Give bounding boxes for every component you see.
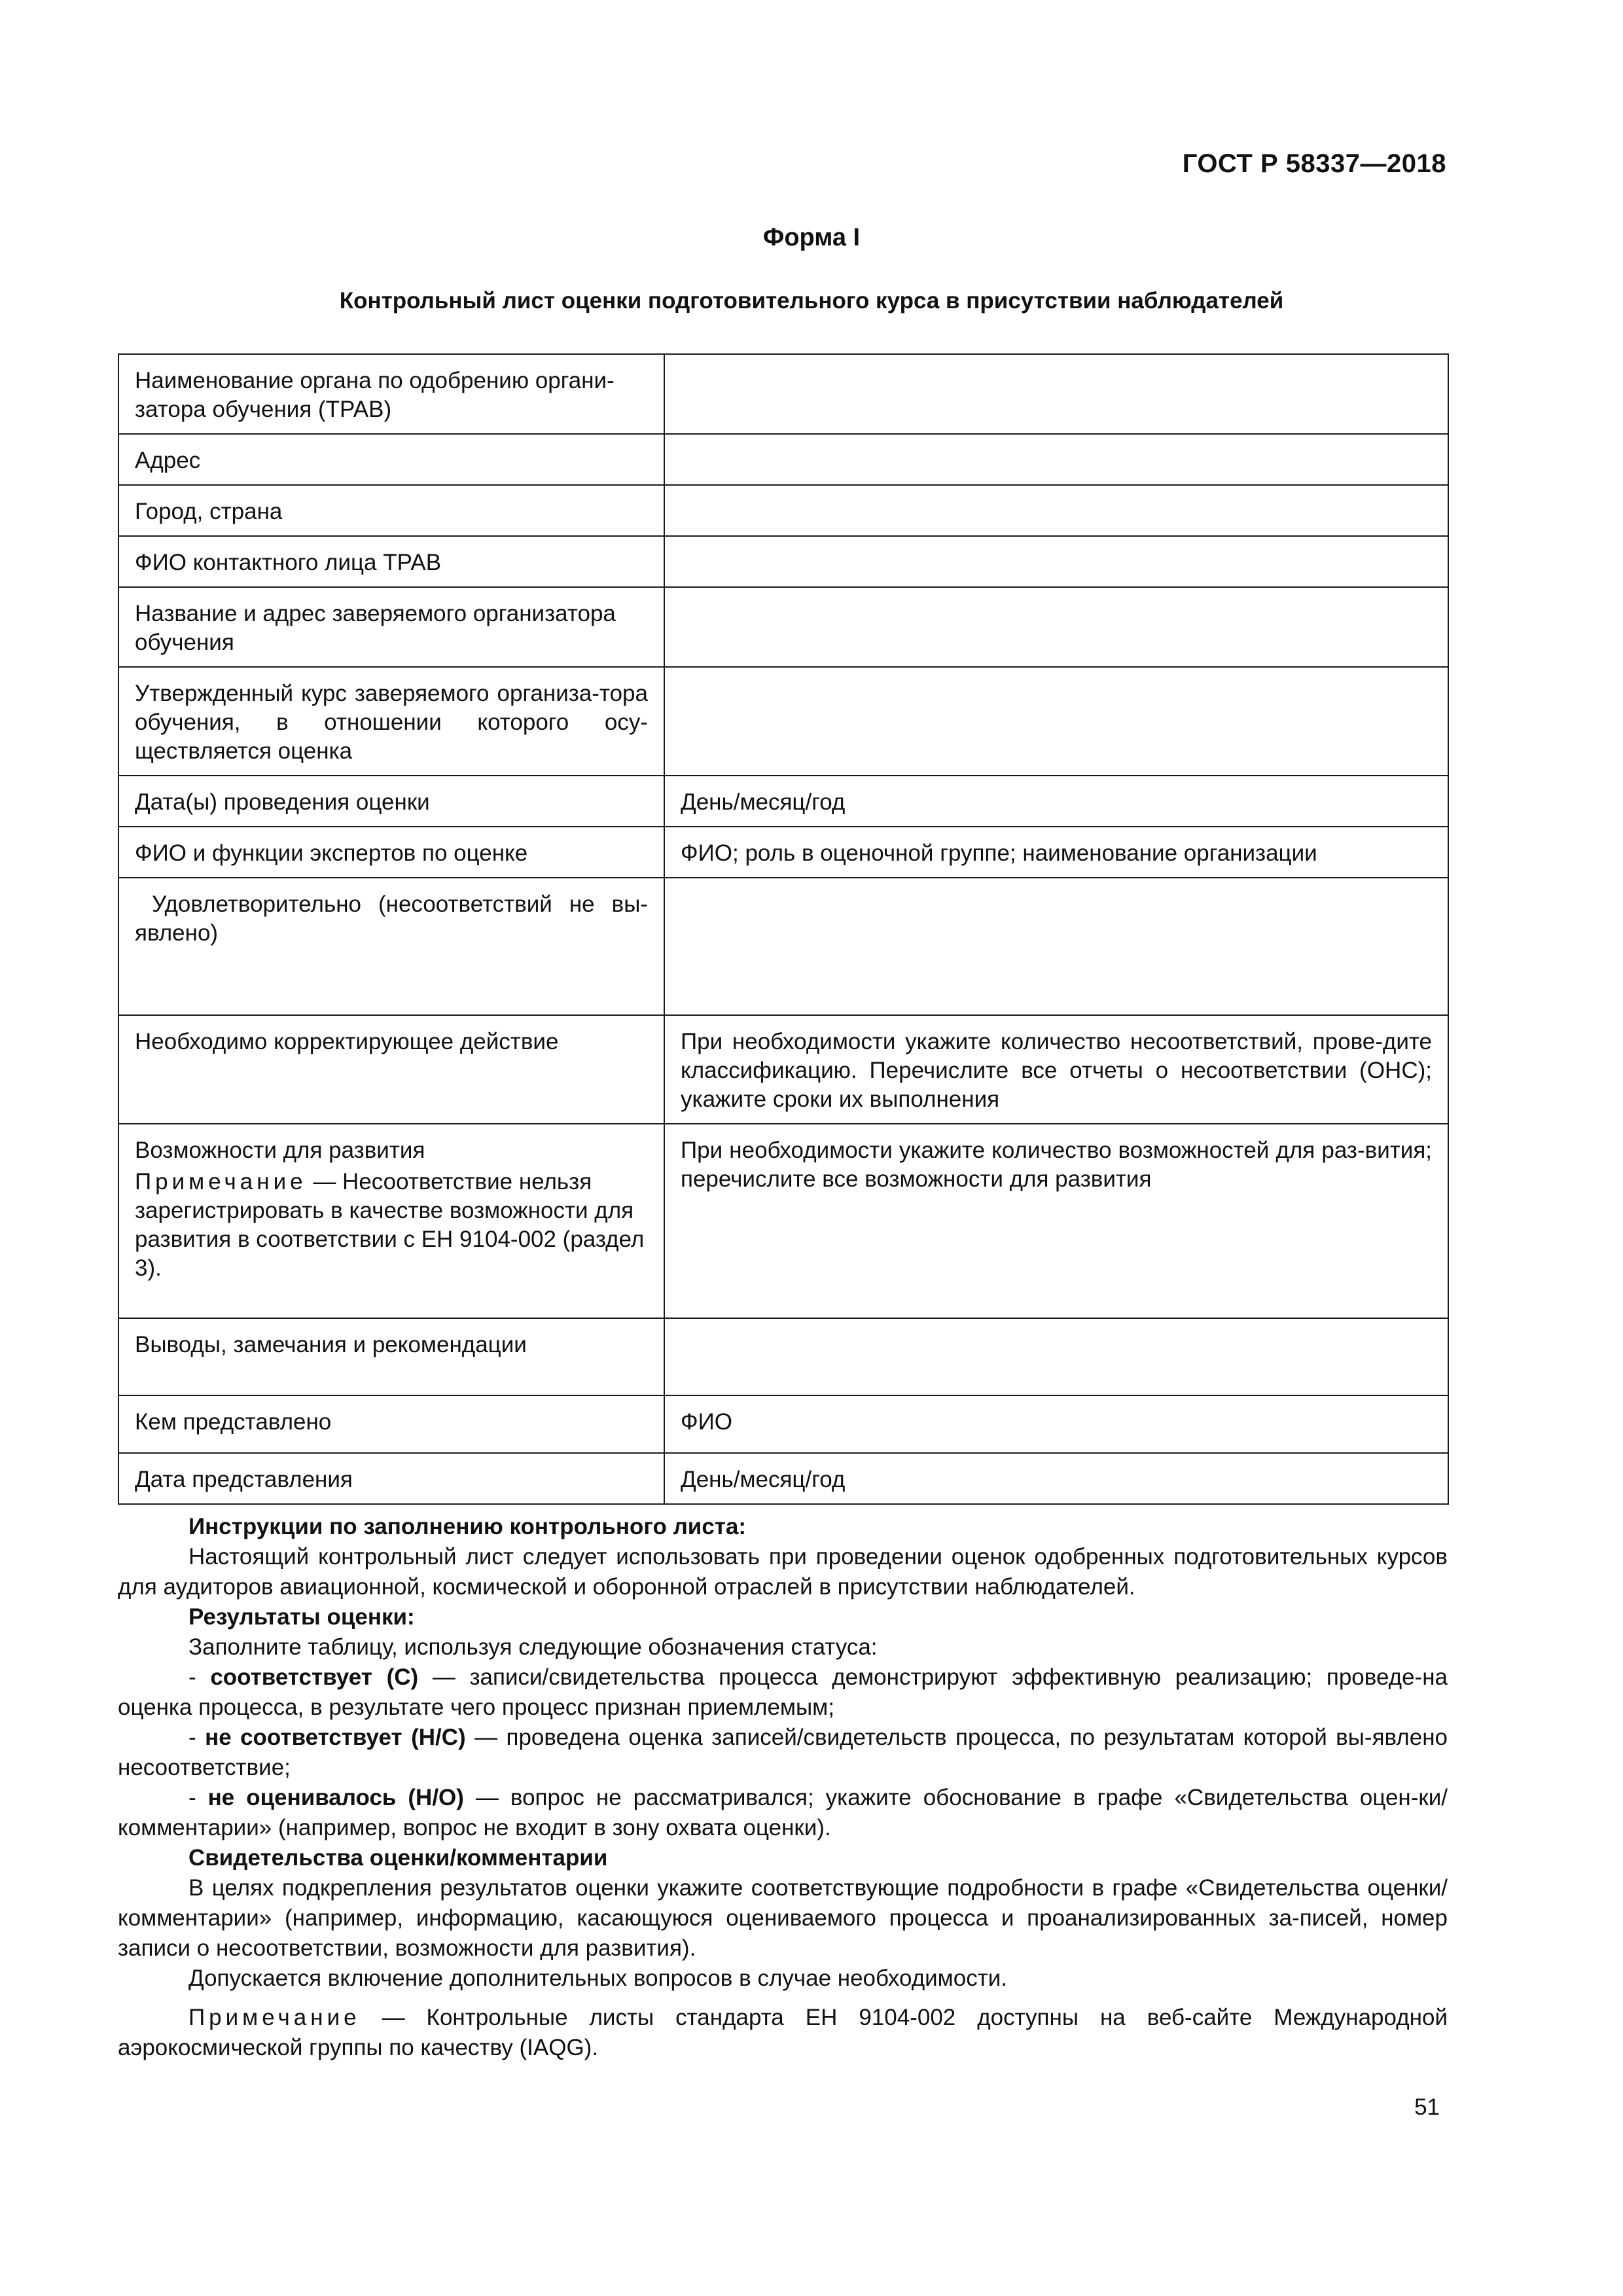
row-label: Возможности для развития [135,1138,425,1163]
table-row [118,354,1448,434]
instructions-intro: Настоящий контрольный лист следует использовать при проведении оценок одобренных подготовительных курсов для аудиторов авиационной, космической и оборонной отраслей в присутствии наблюдателей. [118,1544,1448,1600]
row-value[interactable]: День/месяц/год [664,776,1448,827]
row-label: Наименование органа по одобрению органи-затора обучения (TPAB) [118,354,664,434]
status-item: - соответствует (С) — записи/свидетельства процесса демонстрируют эффективную реализацию; проведе-на оценка процесса, в результате чего процесс признан приемлемым; [118,1664,1448,1720]
row-value[interactable] [664,536,1448,587]
table-row [118,1318,1448,1395]
table-row [118,827,1448,878]
row-value[interactable]: ФИО; роль в оценочной группе; наименование организации [664,827,1448,878]
row-label-with-note [118,1124,664,1318]
row-label: Название и адрес заверяемого организатора обучения [118,587,664,667]
row-value[interactable]: День/месяц/год [664,1453,1448,1504]
row-value[interactable]: При необходимости укажите количество возможностей для раз-вития; перечислите все возможности для развития [664,1124,1448,1318]
row-value[interactable] [664,434,1448,485]
table-row [118,434,1448,485]
table-row [118,878,1448,1015]
row-label: ФИО и функции экспертов по оценке [118,827,664,878]
row-label: Необходимо корректирующее действие [118,1015,664,1124]
form-subtitle: Контрольный лист оценки подготовительного курса в присутствии наблюдателей [339,288,1284,314]
row-label: Город, страна [118,485,664,536]
row-label: Утвержденный курс заверяемого организа-тора обучения, в отношении которого осу-ществляется оценка [118,667,664,776]
note-label: Примечание [135,1169,307,1194]
checklist-table [118,353,1449,1505]
evidence-heading: Свидетельства оценки/комментарии [188,1845,608,1871]
instructions-section [118,1512,1448,2063]
row-label: Выводы, замечания и рекомендации [118,1318,664,1395]
additional-text: Допускается включение дополнительных вопросов в случае необходимости. [188,1965,1008,1991]
note-text: — Несоответствие нельзя зарегистрировать в качестве возможности для развития в соответствии с ЕН 9104-002 (раздел 3). [135,1169,645,1281]
table-row [118,1015,1448,1124]
results-heading: Результаты оценки: [188,1604,415,1630]
row-label: Удовлетворительно (несоответствий не вы-явлено) [118,878,664,1015]
table-row [118,667,1448,776]
table-row [118,1453,1448,1504]
status-item: - не соответствует (Н/С) — проведена оценка записей/свидетельств процесса, по результатам которой вы-явлено несоответствие; [118,1725,1448,1780]
row-value[interactable]: При необходимости укажите количество несоответствий, прове-дите классификацию. Перечислите все отчеты о несоответствии (ОНС); укажите сроки их выполнения [664,1015,1448,1124]
evidence-text: В целях подкрепления результатов оценки укажите соответствующие подробности в графе «Свидетельства оценки/комментарии» (например, информацию, касающуюся оцениваемого процесса и проанализированных за-писей, номер записи о несоответствии, возможности для развития). [118,1875,1448,1961]
row-note [135,1168,648,1283]
row-label: ФИО контактного лица TPAB [118,536,664,587]
row-value[interactable] [664,1318,1448,1395]
status-item: - не оценивалось (Н/О) — вопрос не рассматривался; укажите обоснование в графе «Свидетельства оцен-ки/комментарии» (например, вопрос не входит в зону охвата оценки). [118,1785,1448,1840]
table-row [118,776,1448,827]
form-title: Форма I [762,224,861,251]
table-row [118,536,1448,587]
table-row [118,485,1448,536]
table-row [118,1124,1448,1318]
standard-code: ГОСТ Р 58337—2018 [1182,149,1446,178]
row-value[interactable] [664,587,1448,667]
row-label: Кем представлено [118,1395,664,1453]
table-row [118,587,1448,667]
row-label: Дата представления [118,1453,664,1504]
results-intro: Заполните таблицу, используя следующие обозначения статуса: [188,1634,878,1660]
row-value[interactable] [664,667,1448,776]
row-label: Дата(ы) проведения оценки [118,776,664,827]
instructions-heading: Инструкции по заполнению контрольного листа: [188,1514,747,1539]
table-row [118,1395,1448,1453]
page-number: 51 [1414,2094,1440,2120]
row-value[interactable]: ФИО [664,1395,1448,1453]
instructions-note: Примечание — Контрольные листы стандарта ЕН 9104-002 доступны на веб-сайте Международной аэрокосмической группы по качеству (IAQG). [118,2005,1448,2060]
row-label: Адрес [118,434,664,485]
row-value[interactable] [664,354,1448,434]
row-value[interactable] [664,485,1448,536]
row-value[interactable] [664,878,1448,1015]
